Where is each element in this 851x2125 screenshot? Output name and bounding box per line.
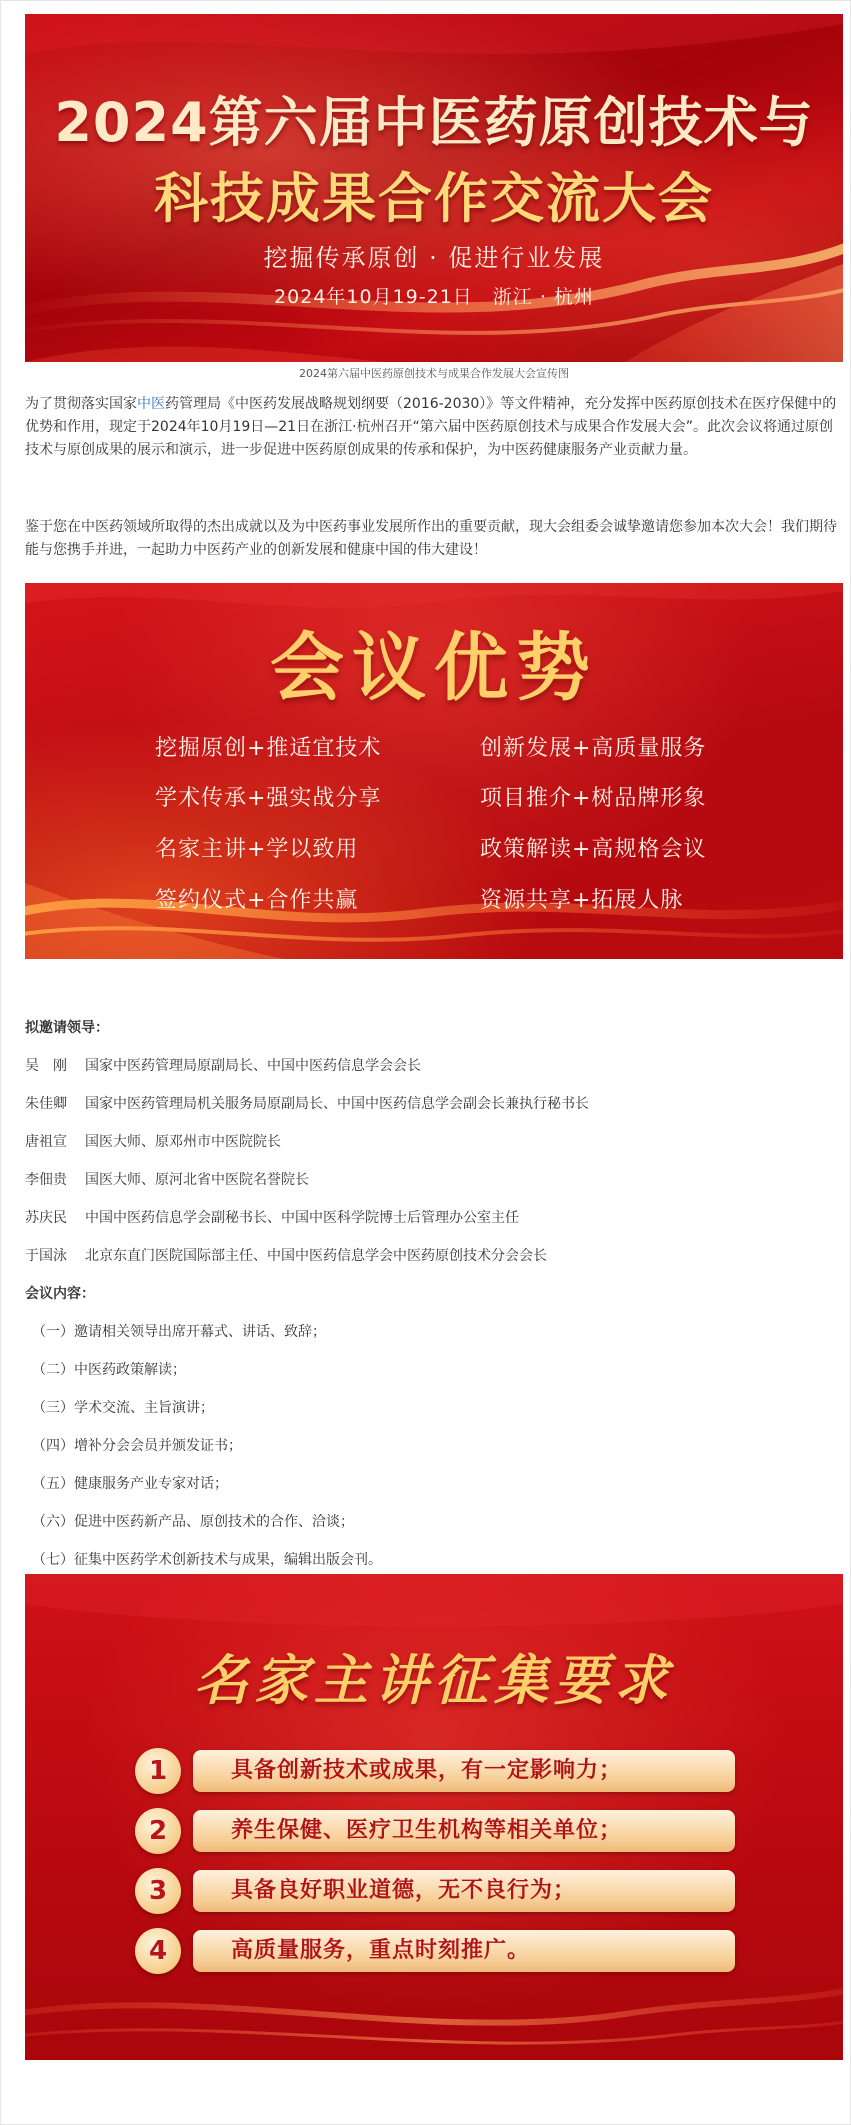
banner-date-location: 2024年10月19-21日 浙江 · 杭州 — [274, 286, 594, 308]
requirement-number-badge: 1 — [135, 1748, 181, 1794]
intro-paragraph-1 — [25, 393, 843, 462]
leader-title: 国医大师、原邓州市中医院院长 — [85, 1134, 281, 1150]
advantage-item: 创新发展+高质量服务 — [480, 736, 707, 761]
content-item: （四）增补分会会员并颁发证书； — [32, 1438, 242, 1454]
requirement-number-badge: 3 — [135, 1868, 181, 1914]
intro-text-after-link: 药管理局《中医药发展战略规划纲要（2016-2030）》等文件精神，充分发挥中医药原创技术在医疗保健中的优势和作用，现定于2024年10月19日—21日在浙江·杭州召开“第六届中医药原创技术与成果合作发展大会”。此次会议将通过原创技术与原创成果的展示和演示，进一步促进中医药原创成果的传承和保护，为中医药健康服务产业贡献力量。 — [25, 396, 837, 458]
image-caption: 2024第六届中医药原创技术与成果合作发展大会宣传图 — [299, 367, 569, 380]
speaker-requirements-banner — [25, 1574, 843, 2060]
requirement-item: 具备创新技术或成果，有一定影响力； — [193, 1750, 735, 1792]
leader-name: 于国泳 — [25, 1248, 67, 1264]
requirement-item: 养生保健、医疗卫生机构等相关单位； — [193, 1810, 735, 1852]
leader-row — [25, 1055, 421, 1075]
leader-title: 国家中医药管理局机关服务局原副局长、中国中医药信息学会副会长兼执行秘书长 — [85, 1096, 589, 1112]
advantage-item: 名家主讲+学以致用 — [155, 837, 359, 862]
advantage-item: 挖掘原创+推适宜技术 — [155, 736, 382, 761]
leader-row — [25, 1093, 589, 1113]
content-item: （二）中医药政策解读； — [32, 1362, 186, 1378]
banner-subtitle: 挖掘传承原创 · 促进行业发展 — [263, 244, 605, 272]
leader-name: 苏庆民 — [25, 1210, 67, 1226]
intro-paragraph-2: 鉴于您在中医药领域所取得的杰出成就以及为中医药事业发展所作出的重要贡献，现大会组委会诚挚邀请您参加本次大会！我们期待能与您携手并进，一起助力中医药产业的创新发展和健康中国的伟大建设！ — [25, 519, 837, 558]
contents-heading: 会议内容： — [25, 1286, 95, 1302]
leader-title: 国医大师、原河北省中医院名誉院长 — [85, 1172, 309, 1188]
leader-name: 吴 刚 — [25, 1058, 67, 1074]
leaders-heading: 拟邀请领导： — [25, 1020, 109, 1036]
meeting-advantages-banner — [25, 583, 843, 959]
advantage-item: 政策解读+高规格会议 — [480, 837, 707, 862]
leader-name: 李佃贵 — [25, 1172, 67, 1188]
intro-text-before-link: 为了贯彻落实国家 — [25, 396, 137, 412]
requirement-item: 高质量服务，重点时刻推广。 — [193, 1930, 735, 1972]
advantage-item: 资源共享+拓展人脉 — [480, 888, 684, 913]
advantage-item: 学术传承+强实战分享 — [155, 786, 382, 811]
leader-row — [25, 1207, 519, 1227]
leader-title: 国家中医药管理局原副局长、中国中医药信息学会会长 — [85, 1058, 421, 1074]
content-item: （七）征集中医药学术创新技术与成果，编辑出版会刊。 — [32, 1552, 382, 1568]
leader-row — [25, 1169, 309, 1189]
leader-row — [25, 1131, 281, 1151]
advantage-item: 项目推介+树品牌形象 — [480, 786, 707, 811]
content-item: （一）邀请相关领导出席开幕式、讲话、致辞； — [32, 1324, 326, 1340]
leader-row — [25, 1245, 547, 1265]
keyword-link[interactable]: 中医 — [137, 396, 165, 412]
banner-title-line2: 科技成果合作交流大会 — [154, 167, 714, 230]
requirement-number-badge: 4 — [135, 1928, 181, 1974]
advantages-title: 会议优势 — [270, 625, 598, 711]
conference-title-banner — [25, 14, 843, 362]
leader-name: 唐祖宣 — [25, 1134, 67, 1150]
advantage-item: 签约仪式+合作共赢 — [155, 888, 359, 913]
content-item: （五）健康服务产业专家对话； — [32, 1476, 228, 1492]
leader-name: 朱佳卿 — [25, 1096, 67, 1112]
leader-title: 中国中医药信息学会副秘书长、中国中医科学院博士后管理办公室主任 — [85, 1210, 519, 1226]
requirements-title: 名家主讲征集要求 — [194, 1649, 674, 1712]
requirement-number-badge: 2 — [135, 1808, 181, 1854]
leader-title: 北京东直门医院国际部主任、中国中医药信息学会中医药原创技术分会会长 — [85, 1248, 547, 1264]
requirement-item: 具备良好职业道德，无不良行为； — [193, 1870, 735, 1912]
banner-title-line1: 2024第六届中医药原创技术与 — [54, 91, 814, 154]
content-item: （三）学术交流、主旨演讲； — [32, 1400, 214, 1416]
content-item: （六）促进中医药新产品、原创技术的合作、洽谈； — [32, 1514, 354, 1530]
